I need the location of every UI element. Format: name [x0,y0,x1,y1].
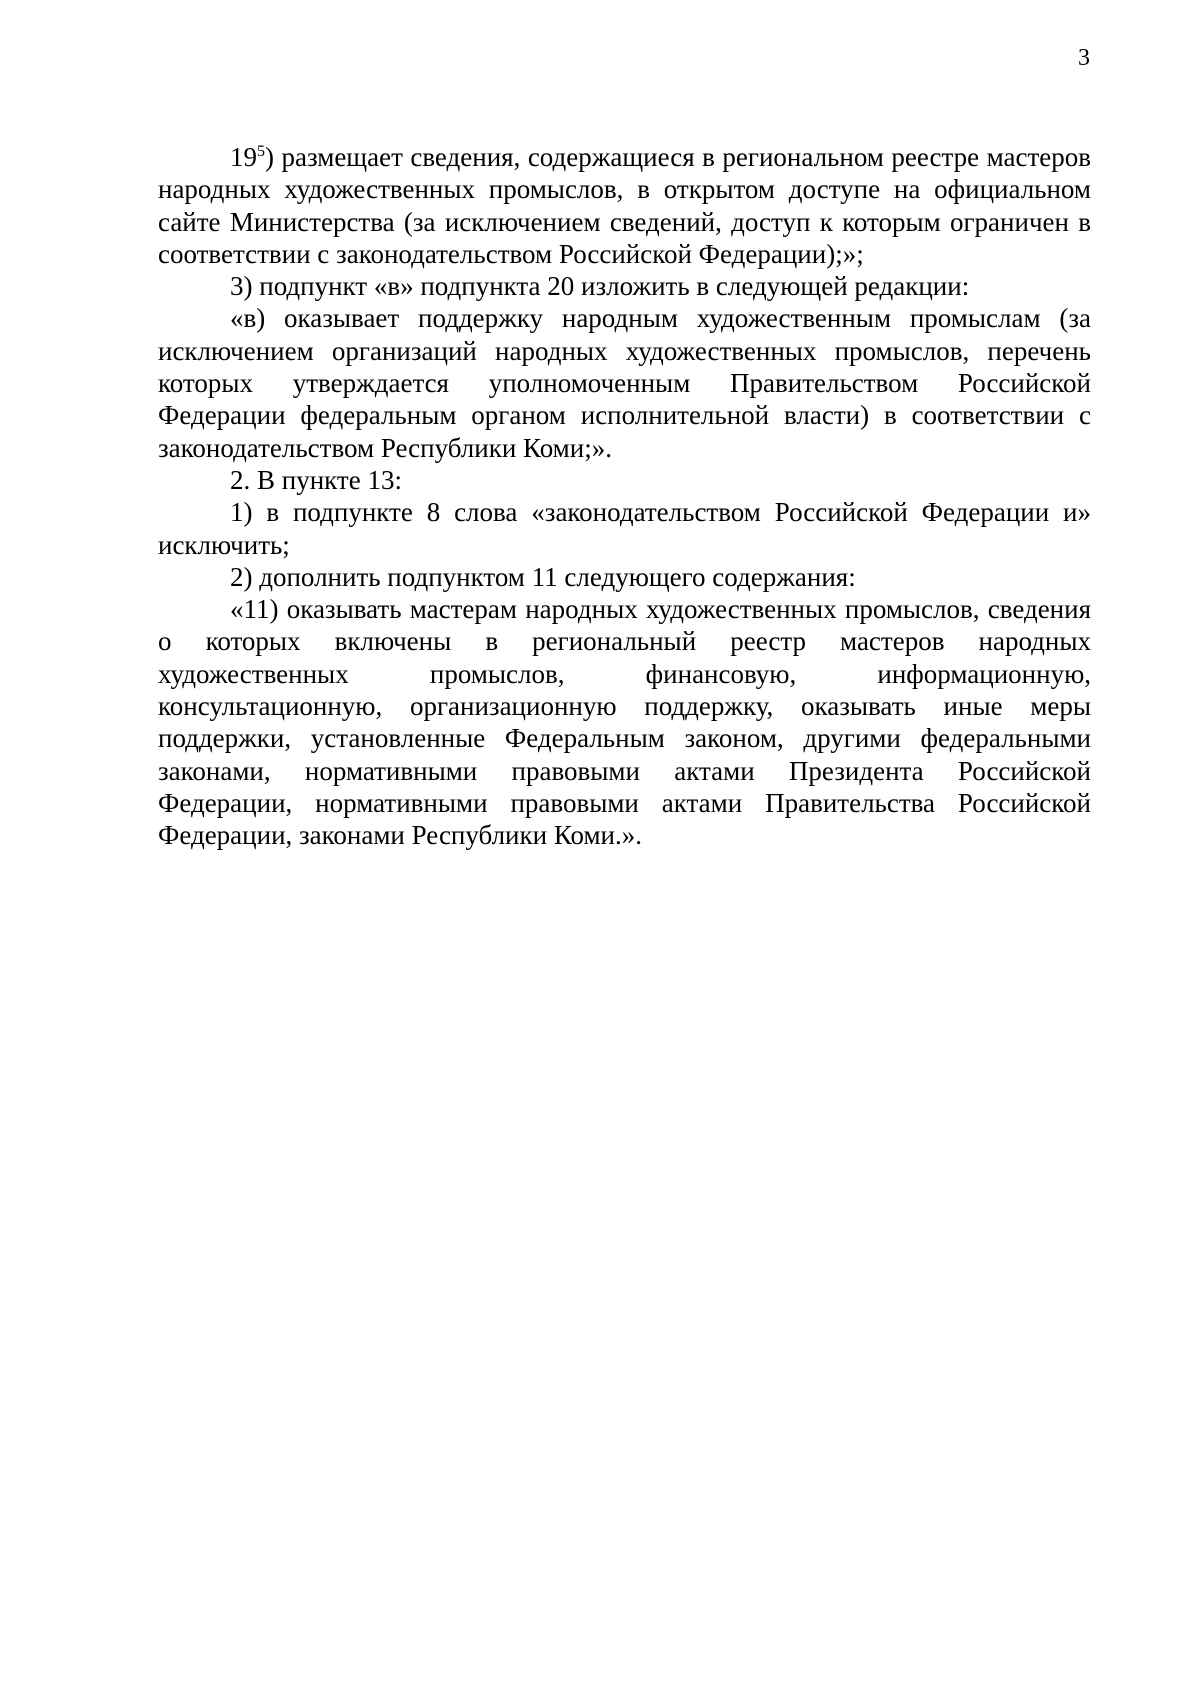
item-superscript: 5 [257,143,265,160]
paragraph-amendment-3: 3) подпункт «в» подпункта 20 изложить в следующей редакции: [230,271,970,302]
paragraph-point-2: 2. В пункте 13: [230,464,402,495]
paragraph-subitem-v: «в) оказывает поддержку народным художественным промыслам (за исключением организаций народных художественных промыслов, перечень которых утверждается уполномоченным Правительством Российской Федерации федеральным органом исполнительной власти) в соответствии с законодательством Республики Коми;». [158,303,1091,463]
paragraph-amendment-1: 1) в подпункте 8 слова «законодательством Российской Федерации и» исключить; [158,497,1091,560]
page-number: 3 [1078,45,1090,71]
paragraph-amendment-2: 2) дополнить подпунктом 11 следующего содержания: [230,561,856,592]
document-body [158,141,1091,852]
item-number: 19 [230,142,257,172]
paragraph-subitem-11: «11) оказывать мастерам народных художественных промыслов, сведения о которых включены в региональный реестр мастеров народных художественных промыслов, финансовую, информационную, консультационную, организационную поддержку, оказывать иные меры поддержки, установленные Федеральным законом, другими федеральными законами, нормативными правовыми актами Президента Российской Федерации, нормативными правовыми актами Правительства Российской Федерации, законами Республики Коми.». [158,594,1091,851]
paragraph-item-19-5 [158,141,1091,270]
paragraph-text: ) размещает сведения, содержащиеся в региональном реестре мастеров народных художественных промыслов, в открытом доступе на официальном сайте Министерства (за исключением сведений, доступ к которым ограничен в соответствии с законодательством Российской Федерации);»; [158,142,1091,269]
